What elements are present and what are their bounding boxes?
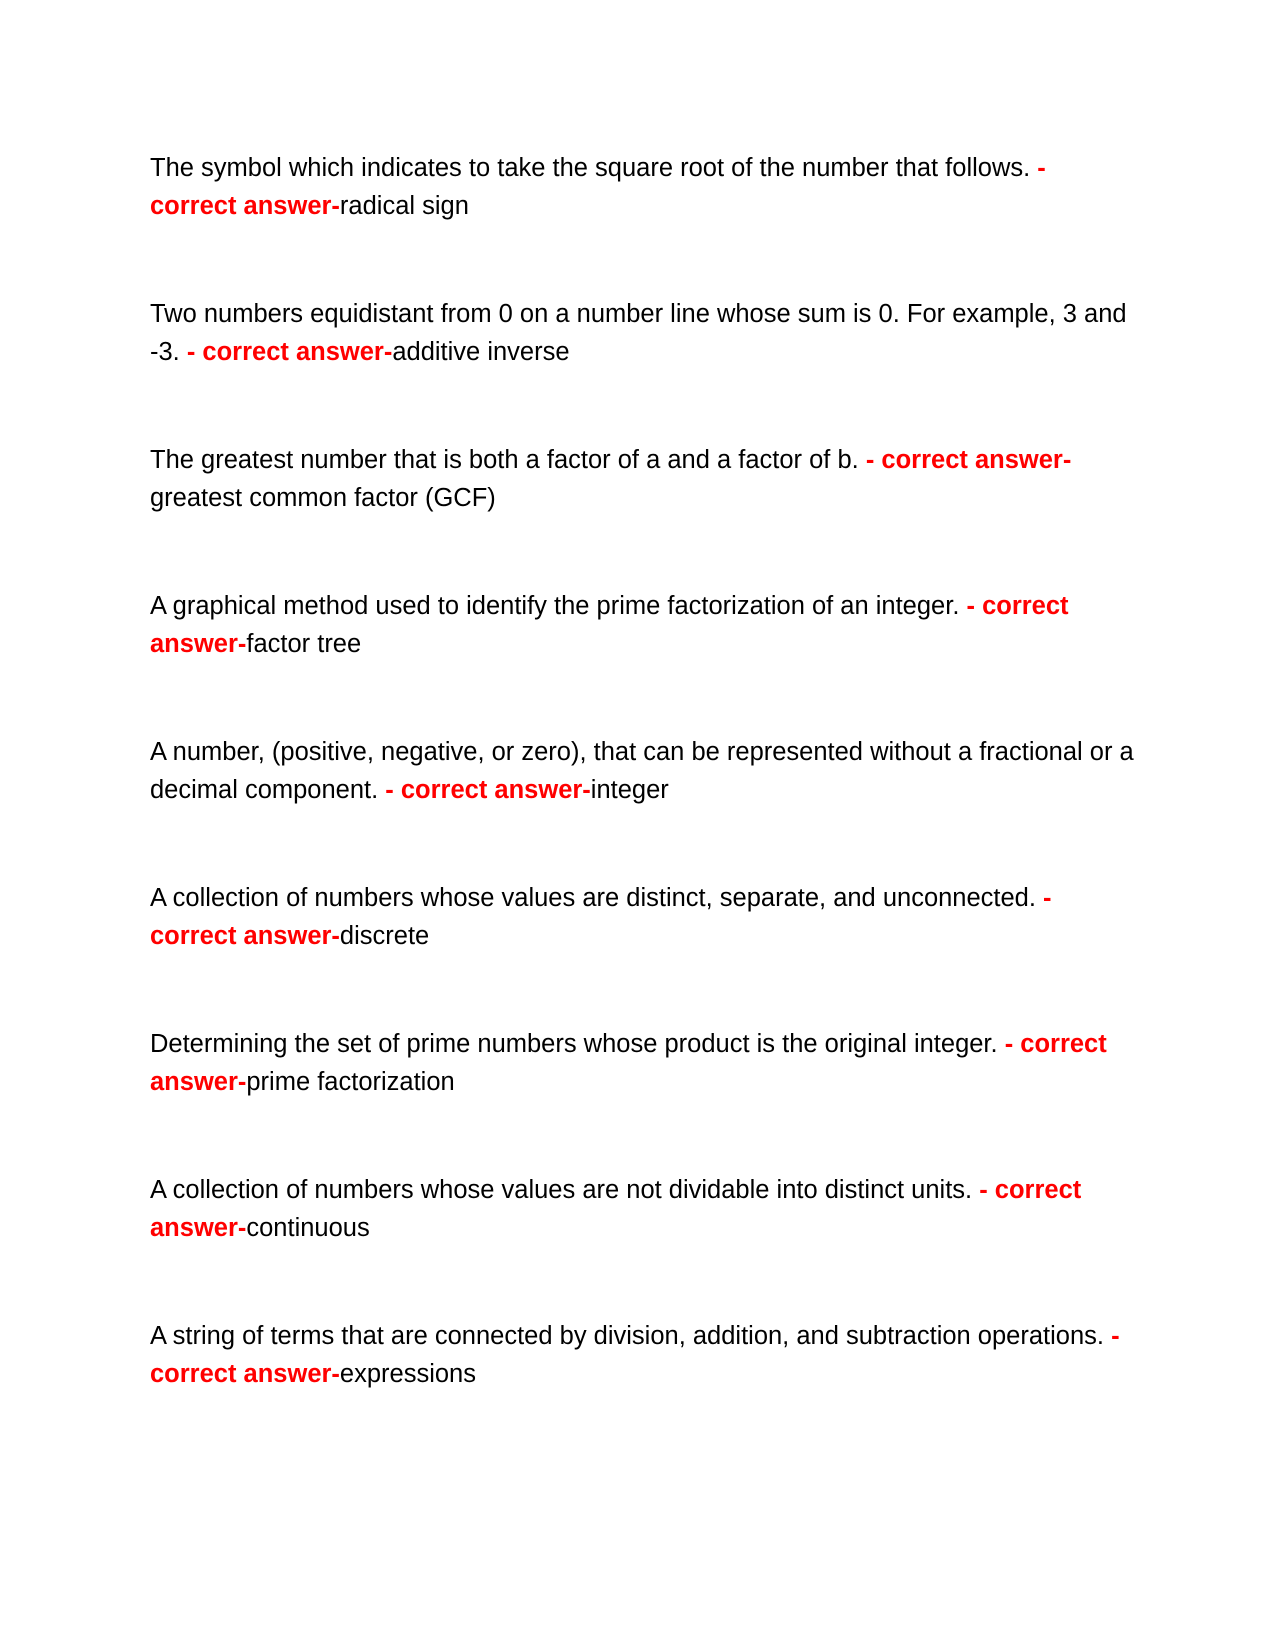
correct-answer-marker: - correct answer- [150,884,1052,950]
question-text: The symbol which indicates to take the square root of the number that follows. [150,154,1038,182]
answer-text: factor tree [246,630,362,658]
qa-list [150,149,1135,1463]
answer-text: expressions [339,1360,476,1388]
answer-text: continuous [246,1214,370,1242]
qa-item [150,149,1135,225]
answer-text: radical sign [339,192,469,220]
answer-text: additive inverse [392,338,570,366]
answer-text: integer [590,776,669,804]
qa-item [150,587,1135,663]
qa-item [150,1171,1135,1247]
question-text: Two numbers equidistant from 0 on a number line whose sum is 0. For example, 3 and -3. [150,300,1127,366]
answer-text: discrete [339,922,430,950]
correct-answer-marker: - correct answer- [150,1322,1120,1388]
correct-answer-marker: - correct answer- [150,1030,1107,1096]
answer-text: greatest common factor (GCF) [150,484,496,512]
correct-answer-marker: - correct answer- [150,154,1046,220]
qa-item [150,441,1135,517]
question-text: A number, (positive, negative, or zero), that can be represented without a fractional or a decimal component. [150,738,1134,804]
question-text: A graphical method used to identify the prime factorization of an integer. [150,592,967,620]
answer-text: prime factorization [246,1068,455,1096]
question-text: The greatest number that is both a factor of a and a factor of b. [150,446,866,474]
correct-answer-marker: - correct answer- [150,1176,1082,1242]
correct-answer-marker: - correct answer- [865,446,1072,474]
qa-item [150,733,1135,809]
question-text: A string of terms that are connected by division, addition, and subtraction operations. [150,1322,1112,1350]
question-text: A collection of numbers whose values are distinct, separate, and unconnected. [150,884,1044,912]
question-text: A collection of numbers whose values are not dividable into distinct units. [150,1176,980,1204]
question-text: Determining the set of prime numbers whose product is the original integer. [150,1030,1005,1058]
correct-answer-marker: - correct answer- [385,776,591,804]
correct-answer-marker: - correct answer- [150,592,1069,658]
qa-item [150,1317,1135,1393]
qa-item [150,879,1135,955]
correct-answer-marker: - correct answer- [186,338,393,366]
qa-item [150,295,1135,371]
qa-item [150,1025,1135,1101]
